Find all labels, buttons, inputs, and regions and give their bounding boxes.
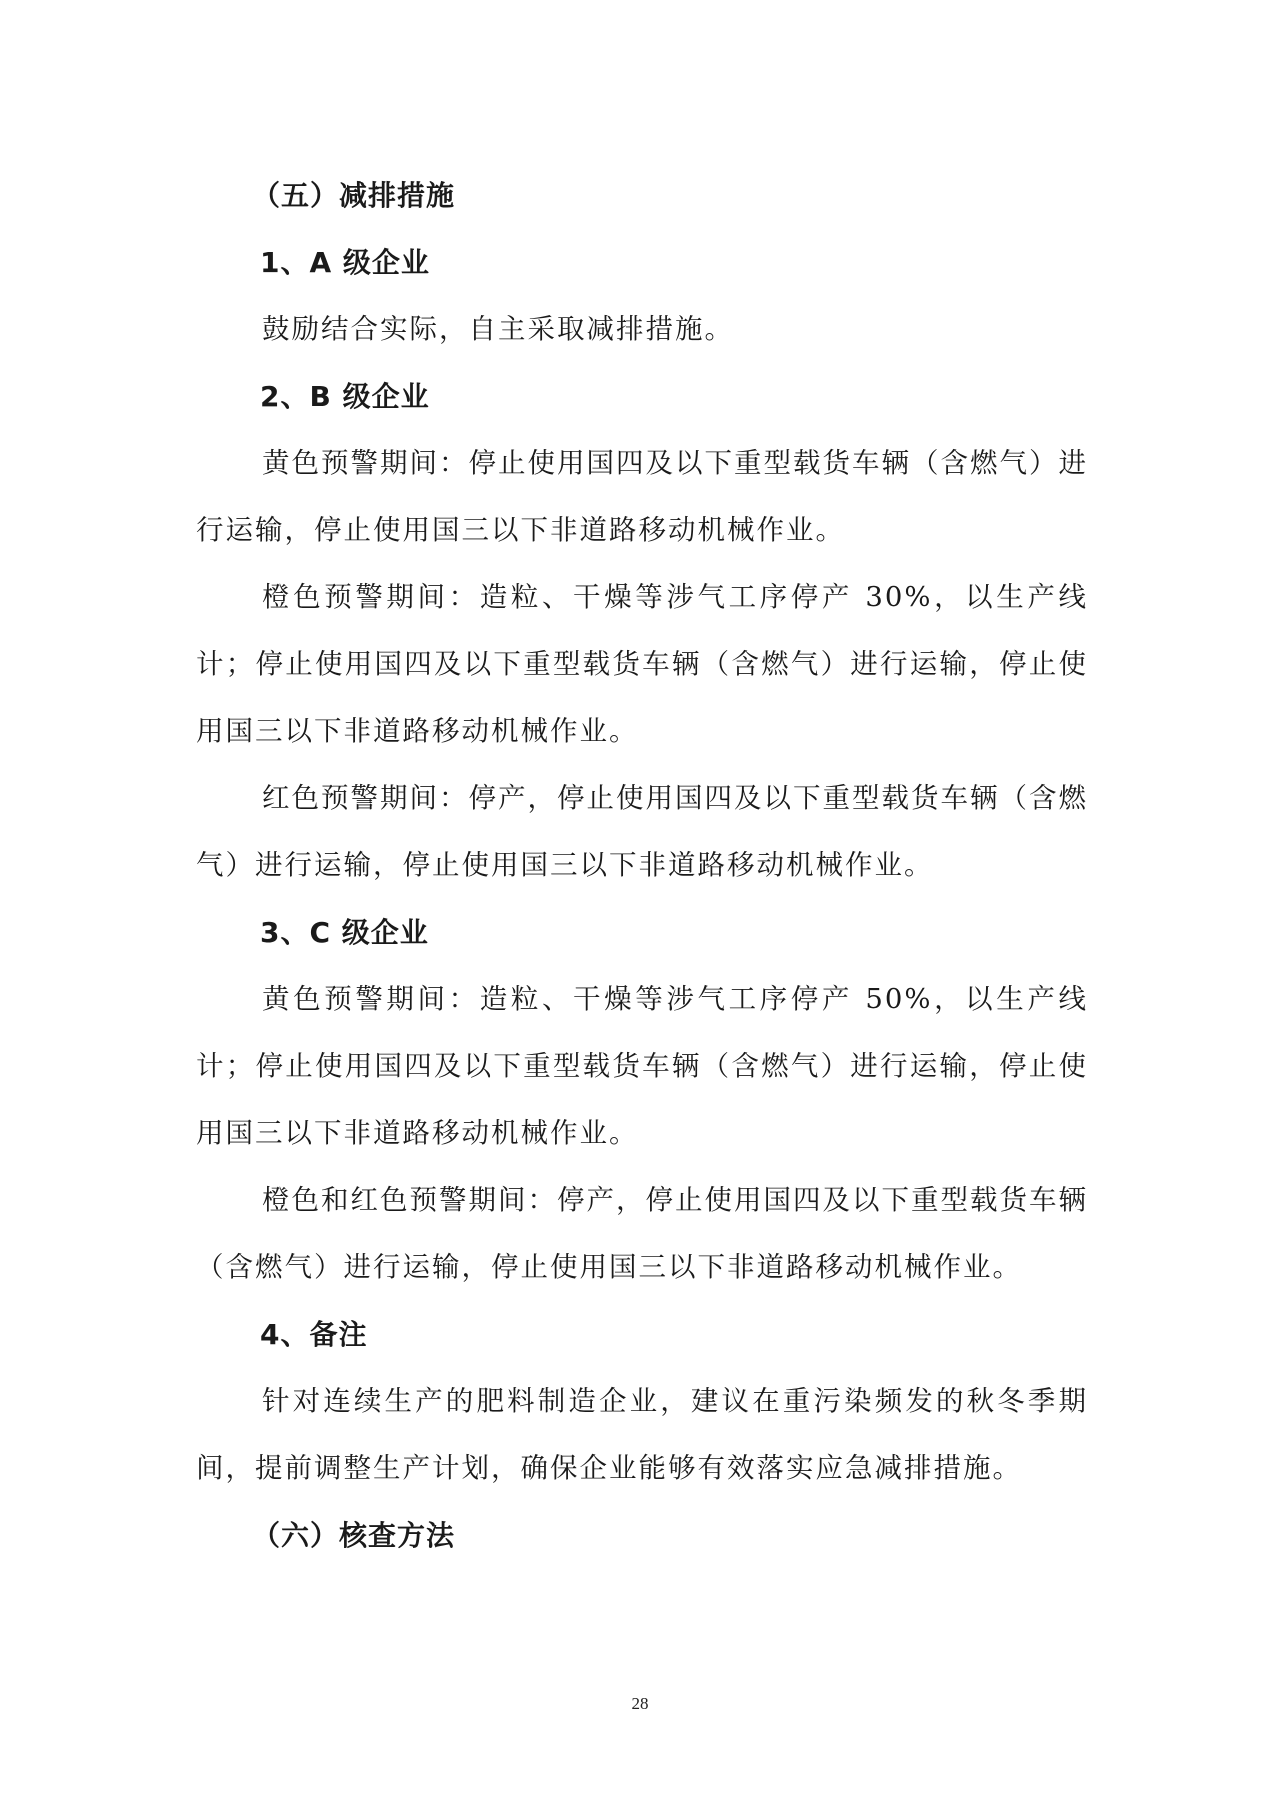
grade-b-red-text: 红色预警期间：停产，停止使用国四及以下重型载货车辆（含燃气）进行运输，停止使用国三以下非道路移动机械作业。 — [196, 782, 1088, 881]
section-title: （五）减排措施 — [252, 179, 456, 212]
grade-a-text: 鼓励结合实际，自主采取减排措施。 — [262, 313, 734, 345]
grade-b-yellow-text: 黄色预警期间：停止使用国四及以下重型载货车辆（含燃气）进行运输，停止使用国三以下非道路移动机械作业。 — [196, 447, 1088, 546]
grade-b-heading: 2、B 级企业 — [260, 380, 430, 413]
page-content — [196, 162, 1088, 1569]
grade-c-orange-red-text: 橙色和红色预警期间：停产，停止使用国四及以下重型载货车辆（含燃气）进行运输，停止使用国三以下非道路移动机械作业。 — [196, 1184, 1088, 1283]
grade-c-yellow-text: 黄色预警期间：造粒、干燥等涉气工序停产 50%，以生产线计；停止使用国四及以下重型载货车辆（含燃气）进行运输，停止使用国三以下非道路移动机械作业。 — [196, 983, 1088, 1149]
note-text: 针对连续生产的肥料制造企业，建议在重污染频发的秋冬季期间，提前调整生产计划，确保企业能够有效落实应急减排措施。 — [196, 1385, 1088, 1484]
grade-b-orange-text: 橙色预警期间：造粒、干燥等涉气工序停产 30%，以生产线计；停止使用国四及以下重型载货车辆（含燃气）进行运输，停止使用国三以下非道路移动机械作业。 — [196, 581, 1088, 747]
next-section-title: （六）核查方法 — [252, 1519, 456, 1552]
page-number: 28 — [631, 1694, 649, 1713]
grade-a-heading: 1、A 级企业 — [260, 246, 430, 279]
grade-c-heading: 3、C 级企业 — [260, 916, 429, 949]
note-heading: 4、备注 — [260, 1318, 368, 1351]
